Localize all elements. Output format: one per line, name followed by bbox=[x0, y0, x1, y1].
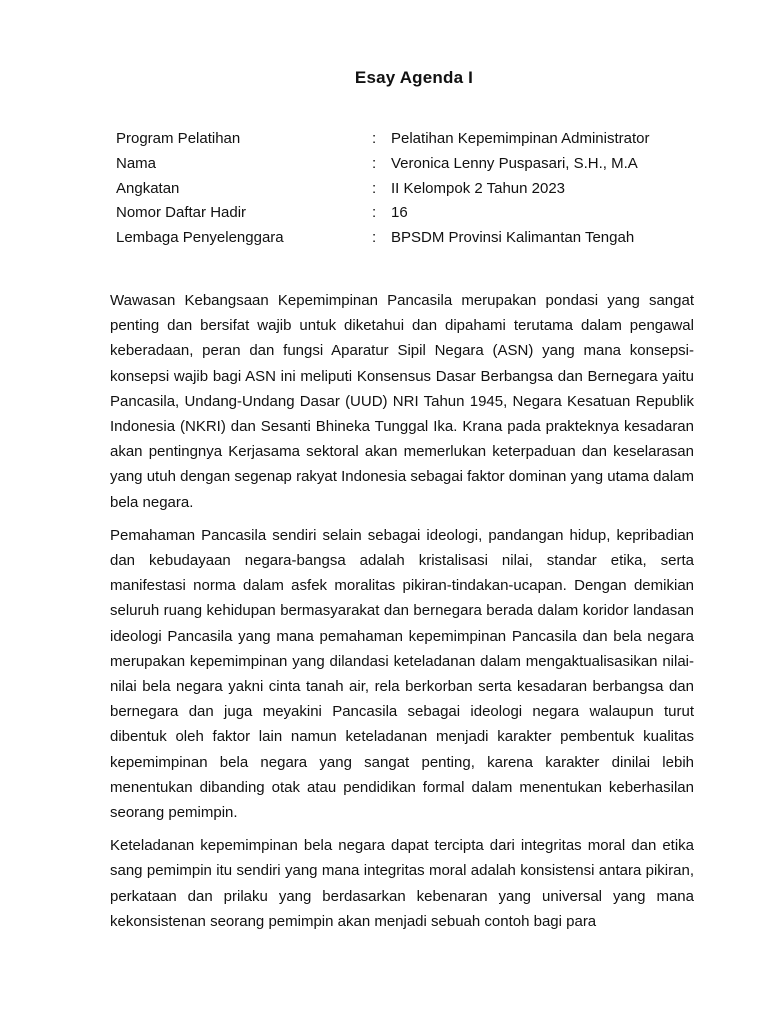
essay-body bbox=[110, 288, 694, 942]
info-row-nama bbox=[116, 152, 716, 177]
paragraph-3: Keteladanan kepemimpinan bela negara dapat tercipta dari integritas moral dan etika sang pemimpin itu sendiri yang mana integritas moral adalah konsistensi antara pikiran, perkataan dan prilaku yang berdasarkan kebenaran yang universal yang mana kekonsistenan seorang pemimpin akan menjadi sebuah contoh bagi para bbox=[110, 837, 694, 930]
info-label: Lembaga Penyelenggara bbox=[116, 229, 284, 247]
info-value: Veronica Lenny Puspasari, S.H., M.A bbox=[391, 154, 638, 172]
info-row-program bbox=[116, 127, 716, 152]
paragraph-1: Wawasan Kebangsaan Kepemimpinan Pancasila merupakan pondasi yang sangat penting dan bersifat wajib untuk diketahui dan dipahami terutama dalam pengawal keberadaan, peran dan fungsi Aparatur Sipil Negara (ASN) yang mana konsepsi-konsepsi wajib bagi ASN ini meliputi Konsensus Dasar Berbangsa dan Bernegara yaitu Pancasila, Undang-Undang Dasar (UUD) NRI Tahun 1945, Negara Kesatuan Republik Indonesia (NKRI) dan Sesanti Bhineka Tunggal Ika. Krana pada prakteknya kesadaran akan pentingnya Kerjasama sektoral akan memerlukan keterpaduan dan keselarasan yang utuh dengan segenap rakyat Indonesia sebagai faktor dominan yang utama dalam bela negara. bbox=[110, 292, 694, 511]
info-table bbox=[116, 127, 716, 251]
info-colon: : bbox=[372, 204, 377, 222]
info-row-nomor-daftar-hadir bbox=[116, 201, 716, 226]
info-value: Pelatihan Kepemimpinan Administrator bbox=[391, 130, 650, 147]
info-label: Nomor Daftar Hadir bbox=[116, 204, 247, 222]
info-colon: : bbox=[372, 154, 377, 172]
info-colon: : bbox=[372, 179, 377, 197]
document-title: Esay Agenda I bbox=[354, 68, 474, 87]
info-row-angkatan bbox=[116, 177, 716, 202]
info-colon: : bbox=[372, 229, 377, 247]
info-value: II Kelompok 2 Tahun 2023 bbox=[391, 179, 566, 197]
info-value: 16 bbox=[391, 204, 408, 222]
paragraph-2: Pemahaman Pancasila sendiri selain sebagai ideologi, pandangan hidup, kepribadian dan kebudayaan negara-bangsa adalah kristalisasi nilai, standar etika, serta manifestasi norma dalam asfek moralitas pikiran-tindakan-ucapan. Dengan demikian seluruh ruang kehidupan bermasyarakat dan bernegara berada dalam koridor landasan ideologi Pancasila yang mana pemahaman kepemimpinan Pancasila dan bela negara merupakan kepemimpinan yang dilandasi keteladanan dalam mengaktualisasikan nilai-nilai bela negara yakni cinta tanah air, rela berkorban serta kesadaran berbangsa dan bernegara dan juga meyakini Pancasila sebagai ideologi negara walaupun turut dibentuk oleh faktor lain namun keteladanan menjadi karakter pembentuk kualitas kepemimpinan bela negara yang sangat penting, karena karakter dinilai lebih menentukan dibanding otak atau pendidikan formal dalam menentukan keberhasilan seorang pemimpin. bbox=[110, 526, 694, 822]
info-colon: : bbox=[372, 130, 377, 147]
info-label: Angkatan bbox=[116, 179, 180, 197]
info-row-lembaga bbox=[116, 226, 716, 251]
info-value: BPSDM Provinsi Kalimantan Tengah bbox=[391, 229, 635, 247]
info-label: Nama bbox=[116, 154, 157, 172]
info-label: Program Pelatihan bbox=[116, 130, 241, 147]
